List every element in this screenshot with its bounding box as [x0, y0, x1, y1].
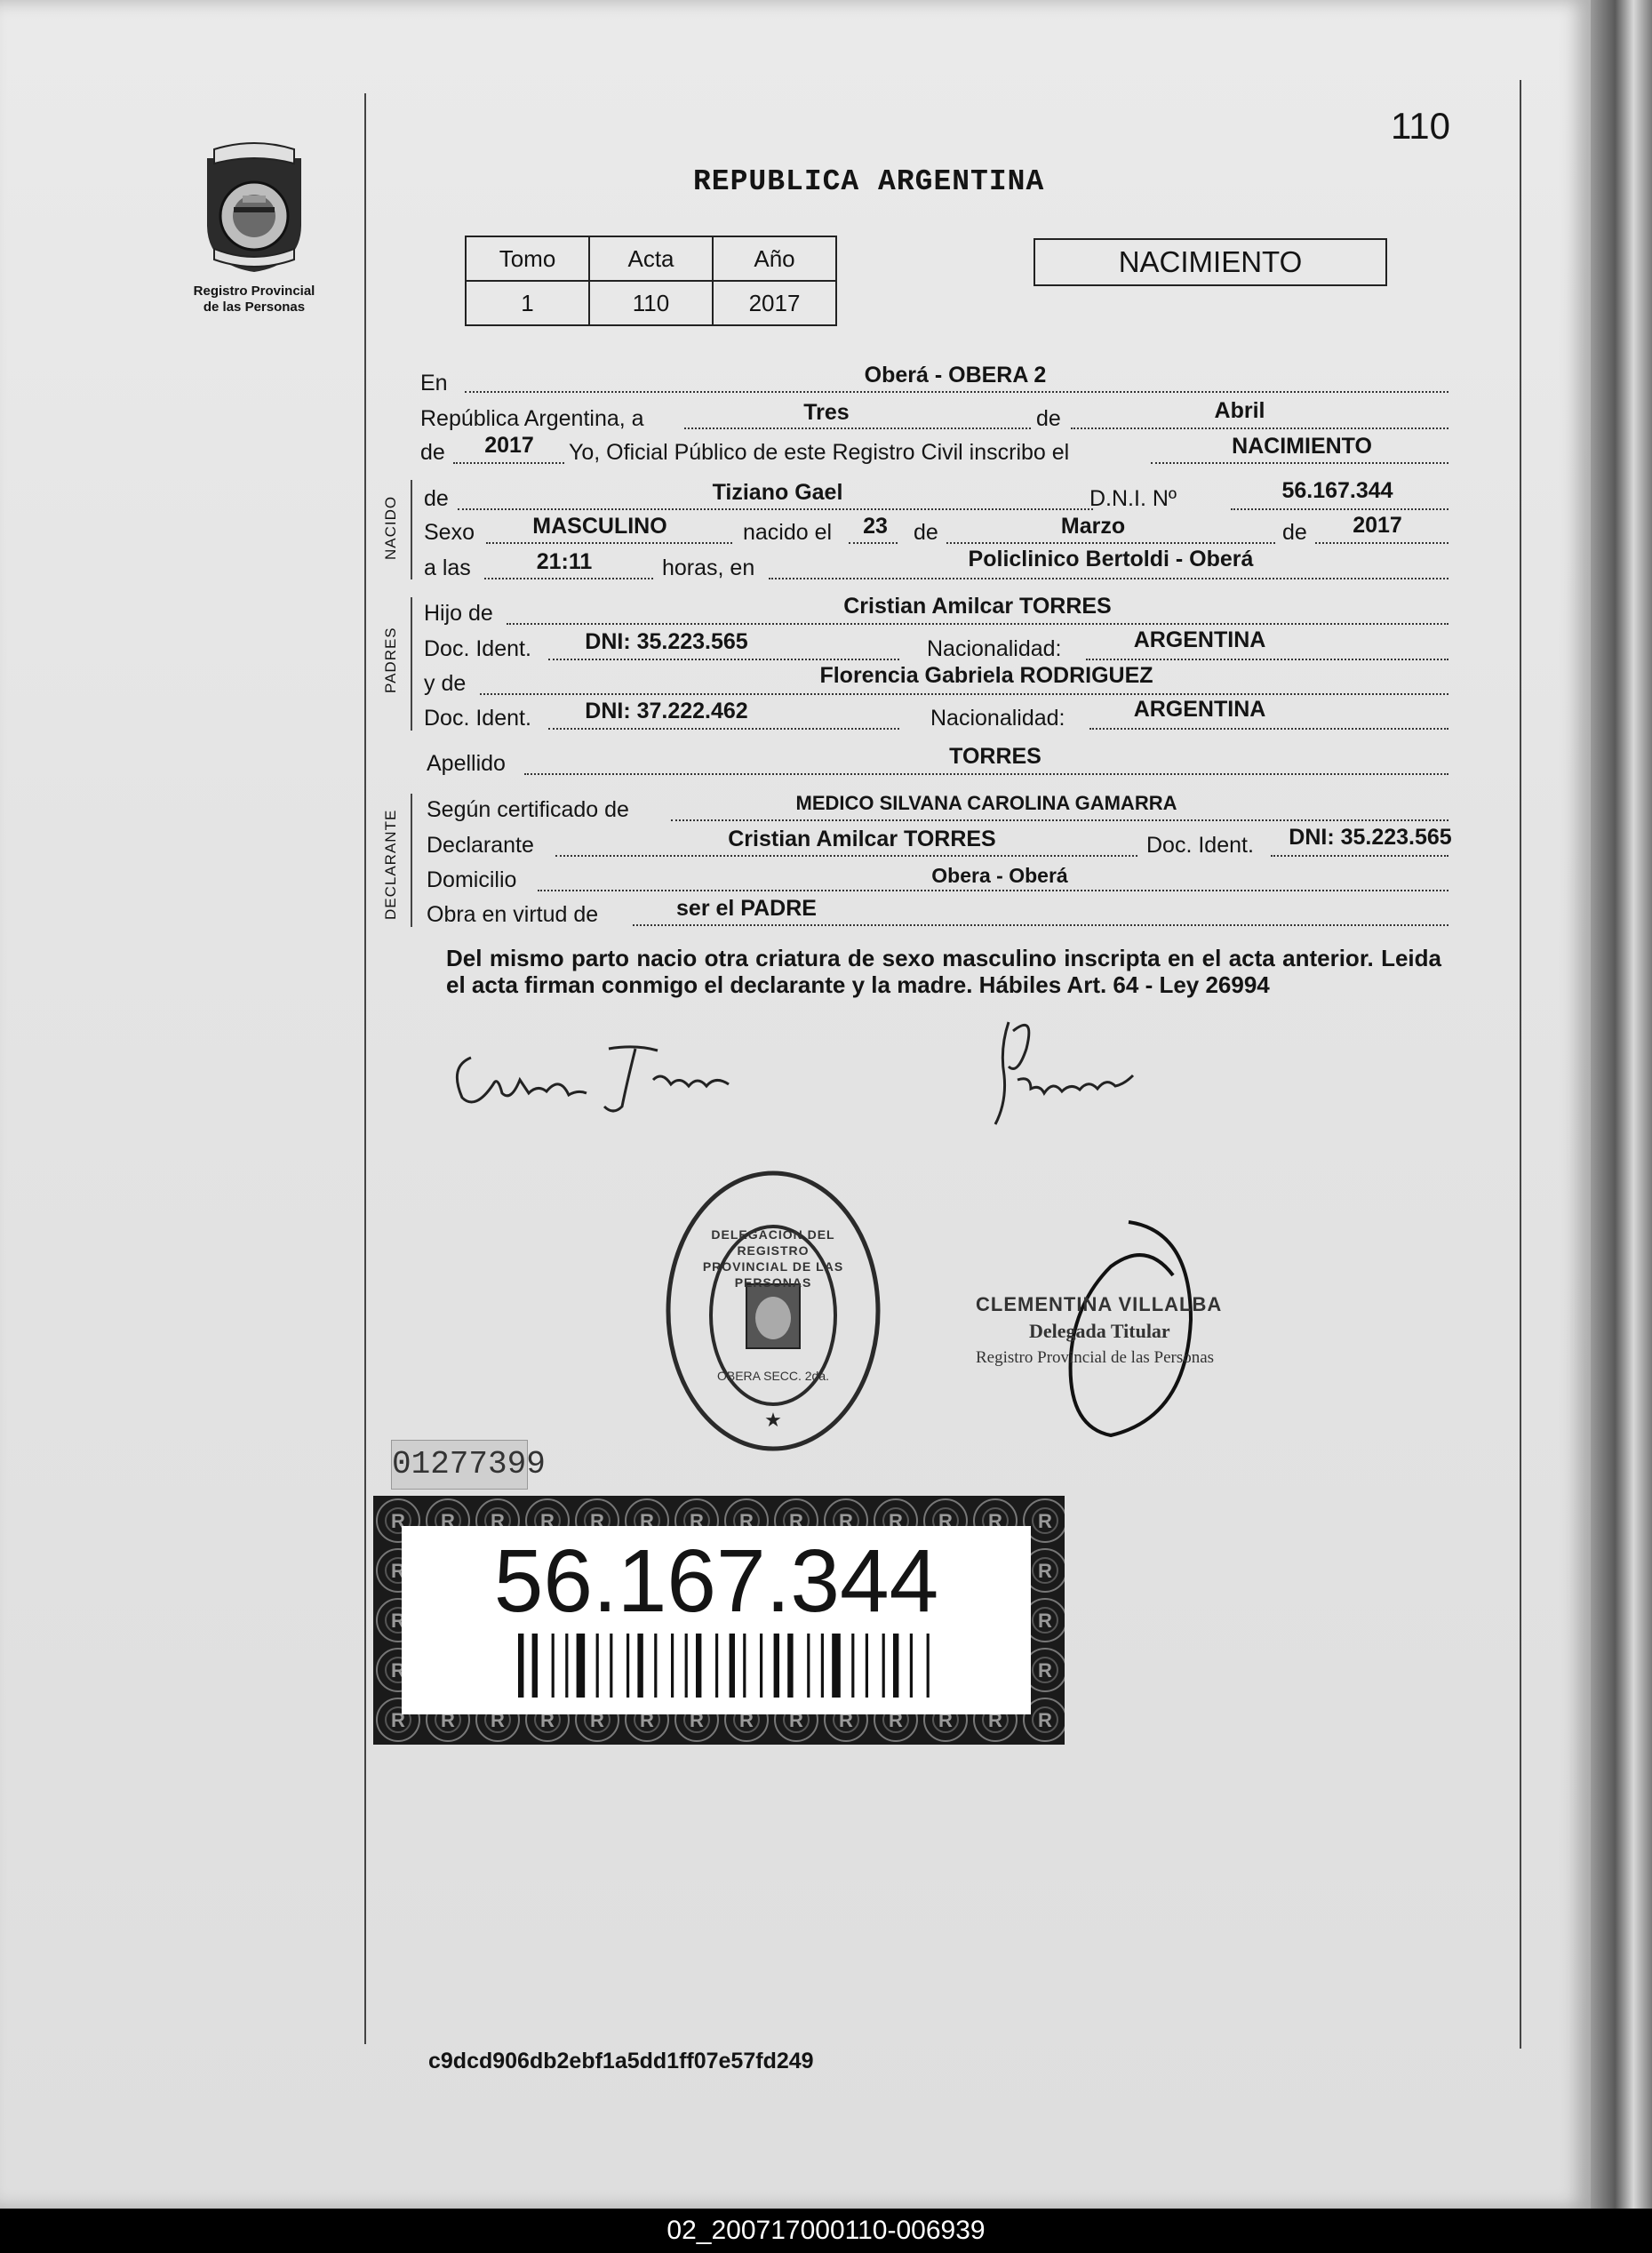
country-title: REPUBLICA ARGENTINA — [693, 165, 1045, 198]
label-doc-ident-madre: Doc. Ident. — [424, 706, 531, 731]
barcode-bar — [730, 1634, 735, 1698]
line-anio-nac — [1315, 542, 1448, 544]
line-madre-nac — [1089, 728, 1448, 730]
barcode-bar — [565, 1634, 568, 1698]
line-mes-nac — [946, 542, 1275, 544]
label-apellido: Apellido — [427, 751, 506, 776]
line-dia-nac — [849, 542, 898, 544]
label-sexo: Sexo — [424, 520, 475, 545]
emblem-caption — [149, 284, 359, 316]
label-horas-en: horas, en — [662, 555, 755, 580]
value-apellido: TORRES — [949, 744, 1041, 769]
barcode-bar — [577, 1634, 586, 1698]
value-acta: 110 — [589, 281, 713, 325]
line-padre-doc — [548, 659, 899, 660]
label-nacionalidad-padre: Nacionalidad: — [927, 636, 1062, 661]
barcode-bar — [832, 1634, 841, 1698]
signature-declarante — [444, 1031, 746, 1120]
line-declarante — [555, 855, 1137, 857]
label-segun-certificado: Según certificado de — [427, 797, 629, 822]
barcode-bar — [787, 1634, 793, 1698]
provincial-emblem — [149, 140, 359, 316]
label-de-mes: de — [914, 520, 938, 545]
control-number: 01277399 — [391, 1440, 528, 1490]
official-org: Registro Provincial de las Personas — [976, 1348, 1215, 1367]
value-madre-nac: ARGENTINA — [1133, 697, 1266, 722]
official-name: CLEMENTINA VILLALBA — [976, 1293, 1223, 1315]
label-en: En — [420, 371, 448, 395]
value-tomo: 1 — [466, 281, 589, 325]
label-doc-ident-declarante: Doc. Ident. — [1146, 833, 1254, 858]
value-padre-doc: DNI: 35.223.565 — [585, 629, 748, 654]
header-anio: Año — [713, 236, 836, 281]
line-nombre — [458, 508, 1093, 510]
barcode-bar — [774, 1634, 779, 1698]
value-anio-nac: 2017 — [1353, 513, 1402, 538]
value-anio-inscripcion: 2017 — [484, 433, 534, 458]
line-en — [465, 391, 1448, 393]
line-padre — [507, 623, 1448, 625]
value-domicilio: Obera - Oberá — [931, 864, 1068, 887]
value-mes: Abril — [1214, 398, 1265, 423]
label-obra: Obra en virtud de — [427, 902, 599, 927]
barcode-bar — [866, 1634, 868, 1698]
value-dia-nac: 23 — [863, 514, 888, 539]
value-padre-nac: ARGENTINA — [1133, 627, 1266, 652]
left-margin-line — [364, 93, 366, 2044]
value-certificado: MEDICO SILVANA CAROLINA GAMARRA — [795, 792, 1177, 814]
line-anio — [453, 462, 564, 464]
registry-oval-stamp — [658, 1160, 889, 1462]
official-role: Delegada Titular — [1029, 1320, 1170, 1342]
line-lugar-nac — [769, 578, 1448, 579]
barcode-bar — [882, 1634, 885, 1698]
barcode-bar — [760, 1634, 762, 1698]
value-dni: 56.167.344 — [1281, 478, 1393, 503]
line-madre-doc — [548, 728, 899, 730]
emblem-caption-line-2: de las Personas — [203, 300, 306, 315]
side-label-nacido: NACIDO — [382, 495, 399, 560]
value-sexo: MASCULINO — [532, 514, 667, 539]
label-nacido-el: nacido el — [743, 520, 833, 545]
barcode-bar — [626, 1634, 629, 1698]
line-acto — [1151, 462, 1448, 464]
value-nombre: Tiziano Gael — [712, 480, 843, 505]
record-type-box: NACIMIENTO — [1033, 238, 1387, 286]
value-acto: NACIMIENTO — [1232, 434, 1372, 459]
barcode-bar — [807, 1634, 810, 1698]
label-y-de: y de — [424, 671, 467, 696]
value-lugar-nac: Policlinico Bertoldi - Oberá — [968, 547, 1254, 571]
barcode-bar — [851, 1634, 854, 1698]
value-obra: ser el PADRE — [676, 896, 817, 921]
nacido-bracket — [411, 480, 412, 579]
value-declarante: Cristian Amilcar TORRES — [728, 827, 996, 851]
stamp-bottom-text: OBERA SECC. 2da. — [716, 1369, 830, 1383]
label-a-las: a las — [424, 555, 471, 580]
value-dia: Tres — [803, 400, 850, 425]
label-nacionalidad-madre: Nacionalidad: — [930, 706, 1065, 731]
label-domicilio: Domicilio — [427, 867, 517, 892]
label-de-anio: de — [420, 440, 445, 465]
header-acta: Acta — [589, 236, 713, 281]
value-anio: 2017 — [713, 281, 836, 325]
stamp-ring-text: DELEGACION DEL REGISTRO PROVINCIAL DE LAS PERSONAS — [702, 1227, 844, 1290]
barcode-bar — [552, 1634, 555, 1698]
barcode-bar — [715, 1634, 718, 1698]
document-hash: c9dcd906db2ebf1a5dd1ff07e57fd249 — [428, 2049, 814, 2073]
line-dia — [684, 427, 1031, 429]
header-tomo: Tomo — [466, 236, 589, 281]
barcode-dni-number: 56.167.344 — [493, 1531, 939, 1631]
label-dni: D.N.I. Nº — [1089, 486, 1177, 511]
value-mes-nac: Marzo — [1060, 514, 1126, 539]
barcode-bar — [596, 1634, 599, 1698]
right-margin-line — [1520, 80, 1521, 2049]
line-obra — [633, 924, 1448, 926]
line-domicilio — [538, 890, 1448, 891]
barcode-bar — [637, 1634, 642, 1698]
line-dni — [1231, 508, 1448, 510]
barcode-bar — [893, 1634, 898, 1698]
page-number: 110 — [1391, 105, 1450, 147]
value-hora: 21:11 — [536, 549, 593, 574]
line-declarante-doc — [1271, 855, 1448, 857]
label-doc-ident-padre: Doc. Ident. — [424, 636, 531, 661]
signature-madre — [982, 1013, 1142, 1138]
value-declarante-doc: DNI: 35.223.565 — [1289, 825, 1452, 850]
barcode-bars — [518, 1634, 936, 1698]
barcode-bar — [696, 1634, 701, 1698]
side-label-declarante: DECLARANTE — [382, 809, 399, 920]
value-madre: Florencia Gabriela RODRIGUEZ — [819, 663, 1153, 688]
label-de: de — [1036, 406, 1061, 431]
line-apellido — [524, 773, 1448, 775]
barcode-bar — [821, 1634, 824, 1698]
label-declarante: Declarante — [427, 833, 534, 858]
line-sexo — [486, 542, 732, 544]
tomo-acta-table — [465, 236, 837, 326]
label-hijo-de: Hijo de — [424, 601, 493, 626]
page-edge — [1591, 0, 1652, 2209]
misiones-shield-icon — [198, 140, 310, 274]
barcode-bar — [671, 1634, 674, 1698]
barcode-bar — [685, 1634, 688, 1698]
value-padre: Cristian Amilcar TORRES — [843, 594, 1112, 619]
barcode-bar — [927, 1634, 930, 1698]
barcode-bar — [518, 1634, 523, 1698]
line-mes — [1071, 427, 1448, 429]
file-code-bar: 02_200717000110-006939 — [0, 2209, 1652, 2253]
barcode-bar — [910, 1634, 913, 1698]
line-padre-nac — [1086, 659, 1448, 660]
barcode-bar — [654, 1634, 657, 1698]
label-de-nombre: de — [424, 486, 449, 511]
value-lugar: Oberá - OBERA 2 — [864, 363, 1047, 387]
official-stamp-text — [976, 1291, 1222, 1371]
label-republica: República Argentina, a — [420, 406, 644, 431]
value-madre-doc: DNI: 37.222.462 — [585, 699, 748, 723]
barcode-bar — [743, 1634, 746, 1698]
emblem-caption-line-1: Registro Provincial — [193, 284, 315, 299]
line-madre — [480, 693, 1448, 695]
svg-text:★: ★ — [764, 1409, 782, 1431]
label-de-anio-nac: de — [1282, 520, 1307, 545]
label-oficial: Yo, Oficial Público de este Registro Civil inscribo el — [569, 440, 1070, 465]
side-label-padres: PADRES — [382, 627, 399, 693]
padres-bracket — [411, 597, 412, 731]
barcode-bar — [532, 1634, 538, 1698]
line-hora — [484, 578, 653, 579]
line-certificado — [671, 819, 1448, 821]
observation-note: Del mismo parto nacio otra criatura de sexo masculino inscripta en el acta anterior. Leida el acta firman conmigo el declarante y la madre. Hábiles Art. 64 - Ley 26994 — [446, 945, 1441, 998]
declarante-bracket — [411, 794, 412, 927]
barcode-bar — [610, 1634, 612, 1698]
